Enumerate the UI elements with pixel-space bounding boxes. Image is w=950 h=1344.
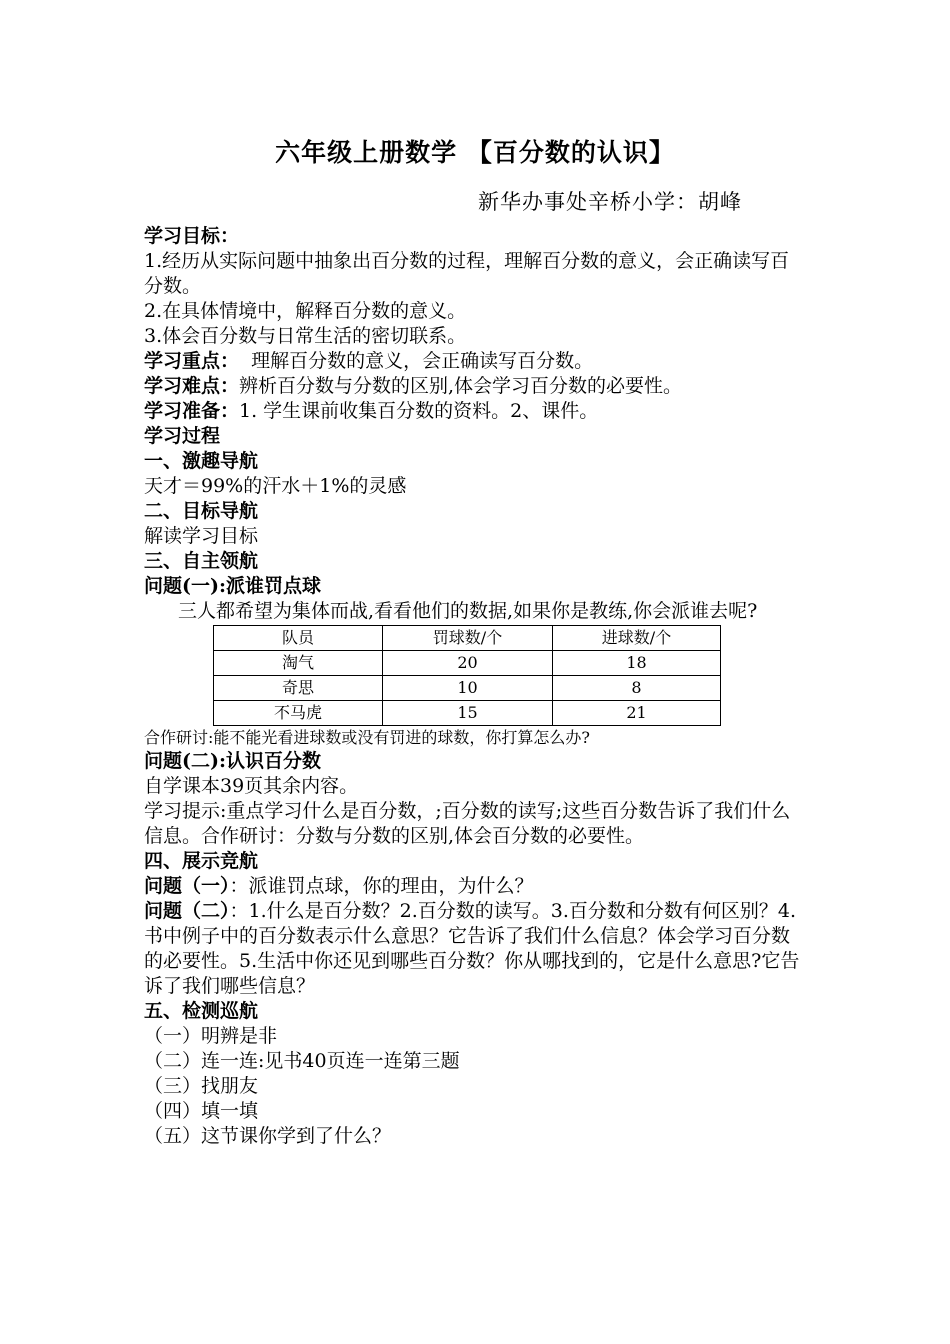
question1-heading: 问题(一):派谁罚点球 — [144, 575, 321, 597]
question2-text-1: 自学课本39页其余内容。 — [144, 775, 359, 797]
table-header-row — [214, 626, 721, 651]
preparation-label: 学习准备： — [144, 400, 240, 422]
section4-q2-label: 问题（二） — [144, 900, 230, 922]
section4-question2 — [144, 899, 808, 999]
table-cell: 10 — [383, 676, 553, 701]
section4-q2-text: ：1.什么是百分数？2.百分数的读写。3.百分数和分数有何区别？4.书中例子中的百分数表示什么意思？它告诉了我们什么信息？体会学习百分数的必要性。5.生活中你还见到哪些百分数？你从哪找到的，它是什么意思?它告诉了我们哪些信息？ — [144, 900, 800, 997]
section5-item-4: （四）填一填 — [144, 1100, 259, 1122]
section5-heading: 五、检测巡航 — [144, 1000, 259, 1022]
table-header-cell: 队员 — [214, 626, 383, 651]
table-cell: 淘气 — [214, 651, 383, 676]
table-cell: 8 — [553, 676, 721, 701]
section2-text: 解读学习目标 — [144, 525, 259, 547]
preparation-text: 1. 学生课前收集百分数的资料。2、课件。 — [239, 400, 599, 422]
table-cell: 15 — [383, 701, 553, 726]
table-cell: 18 — [553, 651, 721, 676]
section5-item-2: （二）连一连:见书40页连一连第三题 — [144, 1050, 460, 1072]
table-cell: 不马虎 — [214, 701, 383, 726]
table-row — [214, 676, 721, 701]
objective-item-3: 3.体会百分数与日常生活的密切联系。 — [144, 325, 467, 347]
objective-item-1: 1.经历从实际问题中抽象出百分数的过程，理解百分数的意义，会正确读写百分数。 — [144, 250, 790, 297]
key-point-text: 理解百分数的意义，会正确读写百分数。 — [239, 350, 594, 372]
preparation-line — [144, 399, 808, 424]
section5-item-5: （五）这节课你学到了什么？ — [144, 1125, 392, 1147]
table-cell: 20 — [383, 651, 553, 676]
discussion-note: 合作研讨:能不能光看进球数或没有罚进的球数，你打算怎么办? — [144, 728, 590, 747]
table-header-cell: 罚球数/个 — [383, 626, 553, 651]
process-heading: 学习过程 — [144, 425, 221, 447]
key-point-label: 学习重点： — [144, 350, 240, 372]
document-body — [144, 224, 808, 1149]
table-cell: 奇思 — [214, 676, 383, 701]
section4-question1 — [144, 874, 808, 899]
difficulty-label: 学习难点： — [144, 375, 240, 397]
section4-q1-label: 问题（一） — [144, 875, 230, 897]
section4-q1-text: ：派谁罚点球，你的理由，为什么？ — [229, 875, 534, 897]
author-line: 新华办事处辛桥小学：胡峰 — [478, 190, 742, 214]
difficulty-text: 辨析百分数与分数的区别,体会学习百分数的必要性。 — [239, 375, 683, 397]
table-row — [214, 701, 721, 726]
key-point-line — [144, 349, 808, 374]
difficulty-line — [144, 374, 808, 399]
section2-heading: 二、目标导航 — [144, 500, 259, 522]
table-row — [214, 651, 721, 676]
section5-item-1: （一）明辨是非 — [144, 1025, 278, 1047]
objectives-heading: 学习目标： — [144, 225, 240, 247]
table-header-cell: 进球数/个 — [553, 626, 721, 651]
question1-text: 三人都希望为集体而战,看看他们的数据,如果你是教练,你会派谁去呢? — [178, 600, 758, 622]
penalty-data-table — [213, 625, 721, 726]
table-cell: 21 — [553, 701, 721, 726]
document-title: 六年级上册数学 【百分数的认识】 — [275, 138, 675, 167]
question2-heading: 问题(二):认识百分数 — [144, 750, 321, 772]
section5-item-3: （三）找朋友 — [144, 1075, 259, 1097]
section1-text: 天才＝99%的汗水＋1%的灵感 — [144, 475, 407, 497]
question2-text-2: 学习提示:重点学习什么是百分数，;百分数的读写;这些百分数告诉了我们什么信息。合作研讨：分数与分数的区别,体会百分数的必要性。 — [144, 800, 791, 847]
section4-heading: 四、展示竞航 — [144, 850, 259, 872]
section3-heading: 三、自主领航 — [144, 550, 259, 572]
objective-item-2: 2.在具体情境中，解释百分数的意义。 — [144, 300, 467, 322]
section1-heading: 一、激趣导航 — [144, 450, 259, 472]
